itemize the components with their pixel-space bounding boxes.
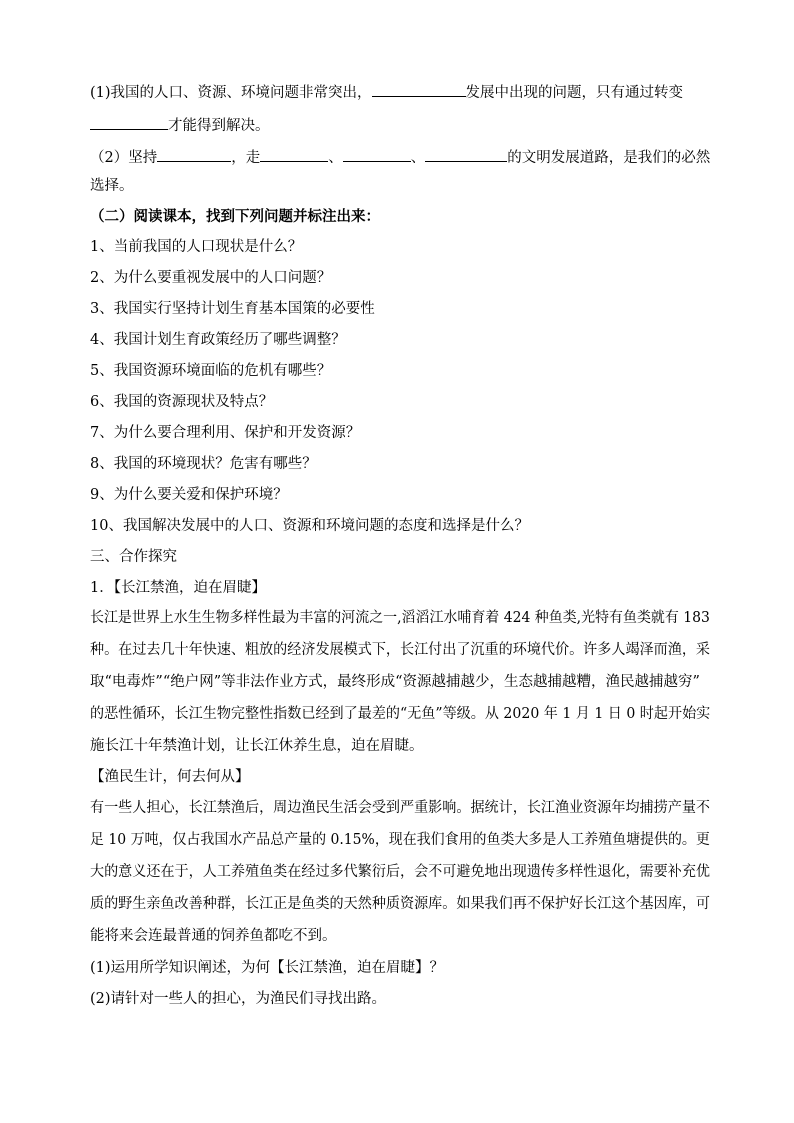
reading-question: 9、为什么要关爱和保护环境？ (90, 487, 288, 503)
answer-blank[interactable] (372, 81, 466, 97)
reading-question: 5、我国资源环境面临的危机有哪些？ (90, 363, 332, 379)
case-2-paragraph-line: 能将来会连最普通的饲养鱼都吃不到。 (90, 928, 337, 944)
case-1-paragraph-line: 施长江十年禁渔计划，让长江休养生息，迫在眉睫。 (90, 738, 424, 754)
reading-question: 1、当前我国的人口现状是什么？ (90, 239, 303, 255)
question-2-line-1: （2）坚持 ，走 、 、 的文明发展道路，是我们的必然 (90, 146, 710, 168)
reading-question: 8、我国的环境现状？危害有哪些？ (90, 456, 317, 472)
reading-question: 2、为什么要重视发展中的人口问题？ (90, 270, 332, 286)
reading-question: 10、我国解决发展中的人口、资源和环境问题的态度和选择是什么？ (90, 518, 529, 534)
sub-question-1: (1)运用所学知识阐述，为何【长江禁渔，迫在眉睫】？ (90, 960, 445, 976)
reading-question: 3、我国实行坚持计划生育基本国策的必要性 (90, 301, 375, 317)
sub-question-2: (2)请针对一些人的担心，为渔民们寻找出路。 (90, 991, 387, 1007)
case-1-paragraph-line: 取“电毒炸”“绝户网”等非法作业方式，最终形成“资源越捕越少，生态越捕越糟，渔民越捕越穷” (90, 674, 700, 690)
case-2-paragraph-line: 足 10 万吨，仅占我国水产品总产量的 0.15%，现在我们食用的鱼类大多是人工养殖鱼塘提供的。更 (90, 832, 710, 848)
reading-question: 6、我国的资源现状及特点？ (90, 394, 274, 410)
answer-blank[interactable] (260, 146, 328, 162)
question-1-line-1: (1)我国的人口、资源、环境问题非常突出， 发展中出现的问题，只有通过转变 (90, 81, 683, 103)
answer-blank[interactable] (425, 146, 507, 162)
reading-question: 4、我国计划生育政策经历了哪些调整？ (90, 332, 346, 348)
case-1-title: 1．【长江禁渔，迫在眉睫】 (90, 580, 266, 596)
answer-blank[interactable] (157, 146, 231, 162)
case-2-paragraph-line: 大的意义还在于，人工养殖鱼类在经过多代繁衍后，会不可避免地出现遗传多样性退化，需要补充优 (90, 864, 710, 880)
answer-blank[interactable] (90, 114, 168, 130)
case-1-paragraph-line: 的恶性循环，长江生物完整性指数已经到了最差的“无鱼”等级。从 2020 年 1 月 1 日 0 时起开始实 (90, 706, 711, 722)
case-1-paragraph-line: 长江是世界上水生生物多样性最为丰富的河流之一,滔滔江水哺育着 424 种鱼类,光特有鱼类就有 183 (90, 610, 710, 626)
case-2-paragraph-line: 质的野生亲鱼改善种群，长江正是鱼类的天然种质资源库。如果我们再不保护好长江这个基因库，可 (90, 896, 710, 912)
case-1-paragraph-line: 种。在过去几十年快速、粗放的经济发展模式下，长江付出了沉重的环境代价。许多人竭泽而渔，采 (90, 642, 710, 658)
case-2-title: 【渔民生计，何去何从】 (90, 769, 250, 785)
section-heading: 三、合作探究 (90, 549, 177, 565)
question-2-line-2: 选择。 (90, 178, 134, 194)
reading-heading: （二）阅读课本，找到下列问题并标注出来： (90, 208, 380, 225)
reading-question: 7、为什么要合理利用、保护和开发资源？ (90, 425, 361, 441)
answer-blank[interactable] (343, 146, 411, 162)
case-2-paragraph-line: 有一些人担心，长江禁渔后，周边渔民生活会受到严重影响。据统计，长江渔业资源年均捕捞产量不 (90, 800, 710, 816)
question-1-line-2: 才能得到解决。 (90, 114, 270, 136)
